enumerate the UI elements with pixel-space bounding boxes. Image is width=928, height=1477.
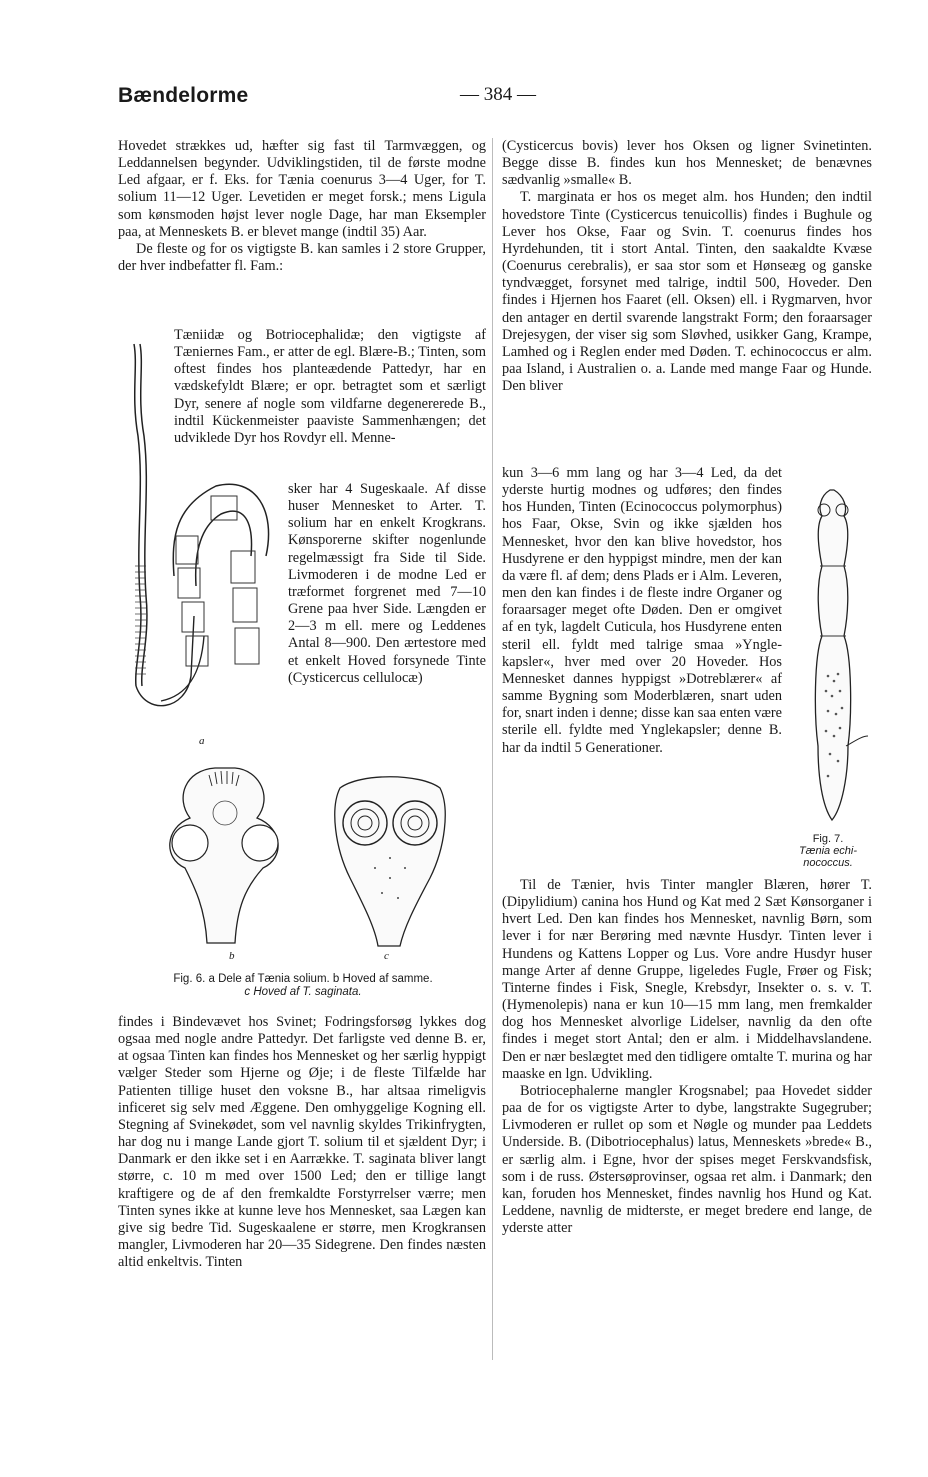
page-header	[118, 84, 876, 114]
fig6-caption	[118, 973, 488, 999]
left-paragraph-2b: Tæniidæ og Botriocephalidæ; den vigtigste af Tæniernes Fam., er atter de egl. Blære-B.; Tinten, som oftest findes hos planteædende Pattedyr, har en vædskefyldt Blære; er opr. betragtet som et særligt Dyr, senere af nogle som vildfarne degenererede B., indtil Kückenmeister paaviste Sammenhængen; det udviklede Dyr hos Rovdyr ell. Menne-	[174, 327, 486, 446]
left-paragraph-3: findes i Bindevævet hos Svinet; Fodringsforsøg lykkes dog ogsaa med nogle andre Pattedyr. Det farligste ved denne B. er, at ogsaa Tinten kan findes hos Mennesket og her særlig hyppigt vælger Steder som Hjerne og Øje; i de fleste Tilfælde har Patienten tillige huset den voksne B., har altsaa rimeligvis inficeret sig selv med Æggene. Den omhyggelige Kogning ell. Stegning af Svinekødet, som vel navnlig skyldes Trikinfrygten, har dog nu i mange Lande gjort T. solium til et sjældent Dyr; i Danmark er den ikke set i en Aarrække. T. saginata bliver langt større, c. 10 m med over 1500 Led; den er tillige langt kraftigere og de af den fremkaldte Forstyrrelser værre; men Tinten synes ikke at kunne leve hos Mennesket, saa Lægen kan give sig bedre Tid. Sugeskaalene er større, men Krogkransen mangler, Livmoderen har 20—35 Sidegrene. Den findes næsten altid enkeltvis. Tinten	[118, 1014, 486, 1271]
left-paragraph-2a: De fleste og for os vigtigste B. kan samles i 2 store Grupper, der hver indbefatter fl. Fam.:	[118, 240, 486, 275]
fig7-caption-line2: Tænia echi-	[798, 845, 858, 857]
echinococcus-figure	[800, 486, 872, 826]
page-title: Bændelorme	[118, 84, 249, 107]
right-paragraph-2b: kun 3—6 mm lang og har 3—4 Led, da det yderste hurtig modnes og udføres; den findes hos Hunden, Tinten (Ecinococcus polymorphus) hos Faar, Okse, Svin og ikke sjælden hos Mennesket, hvor den kan blive hovedstor, hos Husdyrene er den hyppigst mindre, men der kan da være fl. af dem; dens Plads er i Alm. Leveren, men den kan findes i de fleste indre Organer og foraarsager meget ofte Døden. Den er omgivet af en tyk, lagdelt Cuticula, hos Husdyrene enten steril ell. fyldt med talrige smaa »Yngle-kapsler«, hver med over 20 Hoveder. Hos Mennesket dannes hyppigst »Dotreblærer« af samme Bygning som Moderblæren, snart uden for, snart inden i denne; disse kan saa enten være sterile ell. fyldte med Ynglekapsler; denne B. har da indtil 5 Generationer.	[502, 465, 782, 756]
fig7-caption	[782, 833, 874, 869]
tapeworm-strobila-figure	[116, 336, 286, 726]
column-divider	[492, 138, 493, 1360]
right-paragraph-1: (Cysticercus bovis) lever hos Oksen og ligner Svinetinten. Begge disse B. findes kun hos Mennesket; de benævnes sædvanlig »smalle« B.	[502, 138, 872, 189]
right-paragraph-2a: T. marginata er hos os meget alm. hos Hunden; den indtil hovedstore Tinte (Cysticercus tenuicollis) findes i Bughule og Lever hos Okse, Faar og Svin. T. coenurus findes hos Hyrdehunden, tit i stort Antal. Tinten, den saakaldte Kvæse (Coenurus cerebralis), er saa stor som et Hønseæg og ganske tyndvægget, forsynet med talrige, indtil 500, Hoveder. Den findes i Hjernen hos Faaret (ell. Oksen) ell. i Rygmarven, hvor den antager en dertil svarende langstrakt Form; den foraarsager Drejesygen, der viser sig som Sløvhed, usikker Gang, Krampe, Lamhed og i Reglen ender med Døden. T. echinococcus er alm. paa Island, i Australien o. a. Lande med mange Faar og Hunde. Den bliver	[502, 189, 872, 395]
fig6-caption-line2: c Hoved af T. saginata.	[244, 986, 362, 998]
fig6-caption-line1: Fig. 6. a Dele af Tænia solium. b Hoved af samme.	[173, 973, 433, 985]
right-column-bottom	[502, 877, 872, 1237]
fig6-label-a: a	[199, 735, 205, 747]
saginata-head-figure	[320, 768, 460, 948]
fig6-label-c: c	[384, 950, 389, 962]
fig7-caption-line1: Fig. 7.	[812, 833, 844, 845]
left-paragraph-1: Hovedet strækkes ud, hæfter sig fast til Tarmvæggen, og Leddannelsen begynder. Udviklingstiden, til de første modne Led afgaar, er f. Eks. for Tænia coenurus 3—4 Uger, for T. solium 11—12 Uger. Levetiden er meget forsk.; mens Ligula som kønsmoden højst lever nogle Dage, har man Eksempler paa, at Menneskets B. er blevet mange (indtil 35) Aar.	[118, 138, 486, 240]
page-number: — 384 —	[460, 84, 536, 105]
right-paragraph-3: Til de Tænier, hvis Tinter mangler Blæren, hører T. (Dipylidium) canina hos Hund og Kat med 2 Sæt Kønsorganer i hvert Led. Den kan findes hos Mennesket, navnlig Børn, som lever i for nær Berøring med nævnte Husdyr. Tinten lever i Hundens og Kattens Lopper og Lus. Vore andre Husdyr huser mange Arter af denne Gruppe, ligeledes Fugle, Frøer og Fisk; Tinterne findes i Fisk, Snegle, Krebsdyr, Insekter o. s. v. T. (Hymenolepis) nana er kun 10—15 mm lang, men fremkalder dog hos Mennesket alvorlige Lidelser, navnlig da den ofte findes i meget stort Antal; den er alm. i Middelhavslandene. Den er nær beslægtet med den tidligere omtalte T. murina og har maaske en lgn. Udvikling.	[502, 877, 872, 1082]
right-column-top	[502, 138, 872, 395]
fig6-label-b: b	[229, 950, 235, 962]
fig7-caption-line3: nococcus.	[803, 857, 853, 869]
left-paragraph-2c: sker har 4 Sugeskaale. Af disse huser Mennesket to Arter. T. solium har en enkelt Krogkrans. Kønsporerne skifter nogenlunde regelmæssigt fra Side til Side. Livmoderen i de modne Led er træformet forgrenet med 7—10 Grene paa hver Side. Længden er 2—3 m ell. mere og Leddenes Antal 8—900. Den ærtestore med et enkelt Hoved forsynede Tinte (Cysticercus cellulocæ)	[288, 481, 486, 686]
solium-head-figure	[145, 758, 315, 948]
left-column-top	[118, 138, 486, 275]
right-paragraph-4: Botriocephalerne mangler Krogsnabel; paa Hovedet sidder paa de for os vigtigste Arter to dybe, langstrakte Sugegruber; Livmoderen er rullet op som et Nøgle og munder paa Leddets Underside. B. (Dibotriocephalus) latus, Menneskets »brede« B., er særlig alm. i Egne, hvor der spises meget Ferskvandsfisk, som i de russ. Østersøprovinser, ogsaa ret alm. i Danmark; den kan, foruden hos Mennesket, findes navnlig hos Hund og Kat. Leddene, navnlig de midterste, er meget bredere end lange, de yderste atter	[502, 1082, 872, 1237]
